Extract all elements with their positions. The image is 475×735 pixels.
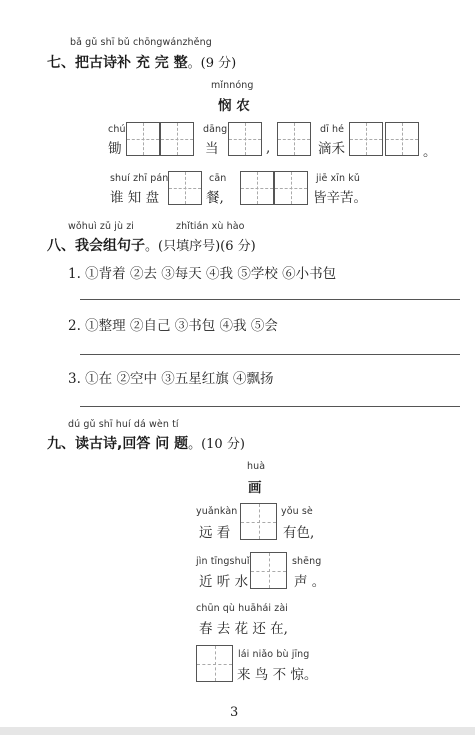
pinyin-sheng: shēng [292, 556, 322, 567]
comma: , [266, 140, 271, 156]
chars-sheng: 声 。 [294, 574, 326, 590]
writing-cell[interactable] [160, 122, 194, 156]
answer-line-1[interactable] [80, 299, 460, 300]
section9-pinyin: dú gǔ shī huí dá wèn tí [68, 419, 179, 430]
section7-heading [47, 52, 236, 72]
section8-title: 八、我会组句子 [47, 238, 145, 254]
answer-line-3[interactable] [80, 406, 460, 407]
poem1-title-pinyin: mǐnnóng [211, 80, 254, 91]
writing-cell[interactable] [240, 171, 274, 205]
writing-cell[interactable] [228, 122, 262, 156]
chars-yuankan: 远 看 [199, 525, 231, 541]
pinyin-line3: chūn qù huāhái zài [196, 603, 288, 614]
section8-note: 。(只填序号)(6 分) [145, 239, 256, 254]
section8-pinyin-note: zhǐtián xù hào [176, 221, 245, 232]
poem1-title: 悯 农 [218, 98, 250, 114]
pinyin-can: cān [209, 173, 227, 184]
section7-points: 。(9 分) [187, 56, 237, 71]
pinyin-dihe: dī hé [320, 124, 345, 135]
writing-cell[interactable] [126, 122, 160, 156]
chars-yousе: 有色, [283, 525, 315, 541]
sentence-item-2: 2. ①整理 ②自己 ③书包 ④我 ⑤会 [68, 318, 278, 334]
sentence-item-1: 1. ①背着 ②去 ③每天 ④我 ⑤学校 ⑥小书包 [68, 266, 337, 282]
pinyin-jintingshui: jìn tīngshuǐ [196, 556, 250, 567]
chars-line4: 来 鸟 不 惊。 [237, 667, 318, 683]
writing-cell[interactable] [274, 171, 308, 205]
pinyin-yousе: yǒu sè [281, 506, 313, 517]
page-number: 3 [230, 705, 239, 720]
section9-title: 九、读古诗,回答 问 题 [47, 436, 189, 452]
writing-cell[interactable] [168, 171, 202, 205]
pinyin-shuizhipan: shuí zhī pán [110, 173, 169, 184]
writing-cell[interactable] [196, 645, 233, 682]
poem2-title-pinyin: huà [247, 461, 266, 472]
section7-title: 七、把古诗补 充 完 整 [47, 55, 188, 71]
section8-pinyin: wǒhuì zǔ jù zi [68, 221, 135, 232]
writing-cell[interactable] [250, 552, 287, 589]
section7-pinyin: bǎ gǔ shī bǔ chōngwánzhěng [70, 37, 212, 48]
chars-jiexinku: 皆辛苦。 [313, 190, 367, 206]
chars-line3: 春 去 花 还 在, [199, 621, 288, 637]
pinyin-chu: chú [108, 124, 126, 135]
sentence-item-3: 3. ①在 ②空中 ③五星红旗 ④飘扬 [68, 371, 274, 387]
char-can: 餐, [206, 190, 224, 206]
writing-cell[interactable] [277, 122, 311, 156]
section9-points: 。(10 分) [188, 437, 245, 452]
pinyin-line4: lái niǎo bù jīng [238, 649, 310, 660]
bottom-bar [0, 727, 475, 735]
poem2-title: 画 [248, 480, 262, 496]
answer-line-2[interactable] [80, 354, 460, 355]
pinyin-yuankan: yuǎnkàn [196, 506, 238, 517]
writing-cell[interactable] [385, 122, 419, 156]
char-dihe: 滴禾 [318, 141, 345, 157]
writing-cell[interactable] [240, 503, 277, 540]
section9-heading [47, 433, 245, 453]
writing-cell[interactable] [349, 122, 383, 156]
char-chu: 锄 [108, 141, 122, 157]
pinyin-jiexinku: jiē xīn kǔ [316, 173, 360, 184]
section8-heading [47, 235, 256, 255]
period: 。 [423, 144, 437, 160]
pinyin-dang: dāng [203, 124, 228, 135]
chars-shuizhipan: 谁 知 盘 [110, 190, 160, 206]
chars-jintingshui: 近 听 水 [199, 574, 249, 590]
char-dang: 当 [205, 141, 219, 157]
